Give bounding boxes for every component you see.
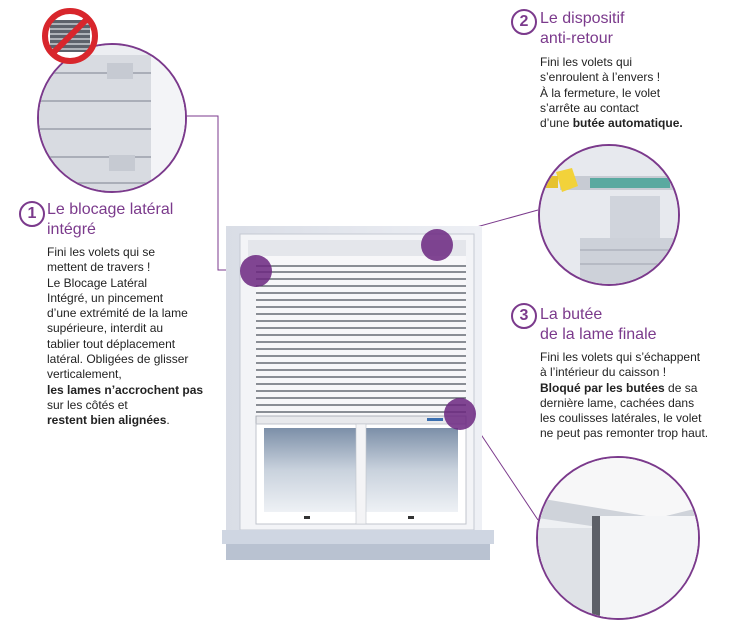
section-2-line: Fini les volets qui (540, 55, 633, 69)
section-2-last-bold: butée automatique. (572, 116, 683, 131)
section-3-line-after: ne peut pas remonter trop haut. (540, 426, 709, 441)
section-1-line: latéral. Obligées de glisser (47, 352, 189, 367)
section-2-title-line2: anti-retour (540, 30, 613, 47)
section-2-line: s’enroulent à l’envers ! (540, 70, 661, 85)
section-1-line: Fini les volets qui se (47, 245, 156, 259)
no-sign-icon (40, 6, 100, 66)
section-1-bold-line2: restent bien alignées (47, 413, 167, 428)
section-2-line: À la fermeture, le volet (540, 85, 661, 100)
section-1-number-badge: 1 (19, 201, 45, 227)
section-1-line: verticalement, (47, 367, 122, 382)
section-2-title (540, 9, 625, 49)
section-1-line: Le Blocage Latéral (47, 275, 148, 290)
section-2-title-line1: Le dispositif (540, 10, 625, 27)
section-1-line: d’une extrémité de la lame (47, 306, 188, 321)
section-1-title-line2: intégré (47, 221, 96, 238)
section-3-title (540, 305, 657, 345)
section-1-line-after: sur les côtés et (47, 397, 128, 412)
section-1-line: Intégré, un pincement (47, 290, 164, 305)
callout-dot-1[interactable] (240, 255, 272, 287)
section-1-line: mettent de travers ! (47, 260, 151, 275)
section-1-title (47, 200, 173, 240)
section-1-title-line1: Le blocage latéral (47, 201, 174, 218)
section-2-body (540, 55, 730, 131)
callout-dot-2[interactable] (421, 229, 453, 261)
section-2-last-prefix: d’une (540, 116, 573, 131)
section-2-number-badge: 2 (511, 9, 537, 35)
section-3-line: Fini les volets qui s’échappent (540, 350, 701, 364)
section-1-end: . (166, 413, 170, 428)
section-3-title-line1: La butée (540, 306, 603, 323)
detail-circle-anti-return (538, 144, 680, 286)
section-3-line-after: dernière lame, cachées dans (540, 395, 695, 410)
section-3-body (540, 350, 732, 442)
section-1-line: tablier tout déplacement (47, 336, 176, 351)
detail-circle-end-stop (536, 456, 700, 620)
section-3-bold-prefix: Bloqué par les butées (540, 380, 665, 395)
section-3-line: à l’intérieur du caisson ! (540, 365, 667, 380)
section-1-body (47, 245, 217, 429)
section-3-bold-suffix: de sa (664, 380, 698, 395)
section-3-line-after: les coulisses latérales, le volet (540, 411, 702, 426)
section-2-line: s’arrête au contact (540, 100, 639, 115)
section-1-line: supérieure, interdit au (47, 321, 164, 336)
section-1-bold-line1: les lames n’accrochent pas (47, 382, 204, 397)
callout-dot-3[interactable] (444, 398, 476, 430)
section-3-number-badge: 3 (511, 303, 537, 329)
section-3-title-line2: de la lame finale (540, 326, 657, 343)
